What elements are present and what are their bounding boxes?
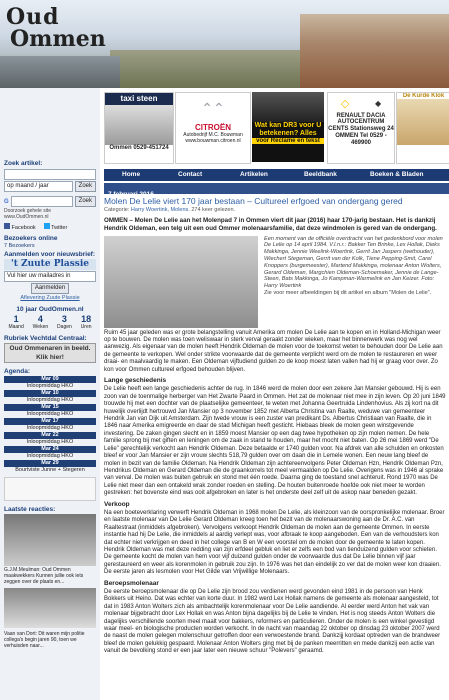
nav-home[interactable]: Home	[122, 171, 141, 178]
subheading: Verkoop	[104, 500, 130, 508]
counter-cell	[8, 314, 23, 330]
newsletter-title: Aanmelden voor nieuwsbrief:	[4, 251, 96, 258]
agenda-item[interactable]: Inloopmiddag HKO	[26, 411, 74, 417]
ad-kurde-photo	[397, 99, 449, 145]
article-photo[interactable]	[104, 236, 258, 328]
agenda-date: Mar 10	[4, 390, 96, 397]
agenda-item[interactable]: Inloopmiddag HKO	[26, 383, 74, 389]
facebook-label: Facebook	[11, 225, 36, 231]
ad-taxi-steen[interactable]	[104, 92, 174, 164]
nav-contact[interactable]: Contact	[178, 171, 203, 178]
agenda-item[interactable]: Bourtviste Junne + Stegeren	[15, 467, 85, 473]
agenda-item[interactable]: Inloopmiddag HKO	[26, 397, 74, 403]
agenda-date: Mar 29	[4, 460, 96, 467]
category-links[interactable]: Harry Woertink, Molens.	[130, 207, 190, 213]
nav-beeldbank[interactable]: Beeldbank	[304, 171, 337, 178]
counter-label: Dagen	[57, 324, 72, 330]
ad-title: De Kurde Klok	[402, 93, 445, 99]
counter-number: 3	[61, 314, 67, 324]
social-links	[0, 221, 100, 233]
search-button[interactable]: Zoek	[75, 181, 96, 192]
header-mill-photo	[300, 14, 449, 88]
reaction-photo[interactable]	[4, 588, 96, 628]
left-sidebar	[0, 88, 100, 700]
counter-number: 18	[81, 314, 92, 324]
counter-label: Weken	[32, 324, 49, 330]
nav-boeken[interactable]: Boeken & Bladen	[370, 171, 424, 178]
google-button[interactable]: Zoek	[75, 196, 96, 207]
view-count: 274 keer gelezen.	[191, 207, 236, 213]
agenda-item[interactable]: Inloopmiddag HKO	[26, 453, 74, 459]
logo-bottom: Ommen	[10, 26, 106, 52]
header-water	[0, 56, 120, 88]
ad-citroen[interactable]	[175, 92, 251, 164]
ad-sub: Ommen 0529-451724	[109, 145, 169, 151]
main-nav	[104, 169, 449, 181]
site-header	[0, 0, 449, 88]
paragraph: De eerste beroepsmolenaar die op De Lelie zijn brood zou verdienen werd gevonden eind 1981 in de persoon van Henk Bokkers uit Heino. Dat was echter van korte duur. In 1982 werd Lex Hollak namens de gemeente als molenaar aangesteld, tot dat in 1983 Anton Wolters zich als ambachtelijk korenmolenaar voor De Lelie aandiende. Al eerder werd Anton het vak van molenaar bijgebracht door Lex Hollak en was Anton bijna dagelijks bij de Lelie te vinden. Het is nog steeds Anton Wolters die dagelijks verschillende soorten meel maalt voor bakkers, reformers en particulieren. Onder de molen is een winkel gevestigd waar meel- en biologische producten worden verkocht. In de nacht van maandag 22 oktober op dinsdag 23 oktober 2007 werd de naast de molen gelegen molenschuur getroffen door een verwoestende brand. Dankzijj kordaat optreden van de brandweer bleef de molen gelukkig gespaard. Molenaar Anton Wolters ging met bij de panken meerritten en mede dankzij een actie van vanuit de bevolking stond er een jaar later een nieuwe schuur "Polevers" geraamd.	[104, 589, 441, 655]
paragraph: Ruim 45 jaar geleden was er grote belangstelling vanuit Amerika om molen De Lelie aan te kopen en in Holland-Michigan weer op te bouwen. De molen was toen weliswaar in sterk verval geraakt zonder wieken, maar het binnenwerk was nog wel aanwezig. Als eigenaar van de molen heeft Hendrik Oldeman de molen voor de toekomst weten te behouden door De Lelie aan de gemeente te verkopen. Wel onder strikte voorwaarde dat de gemeente verplicht werd om de molen te restaureren en weer draai- en maalvaardig te maken. Een Oldeman vijftudiend gulden zo de koop moest laten vallen had hij er graag voor over. Zo kon voor Ommen cultureel erfgoed behouden blijven.	[104, 329, 443, 373]
header-treeline	[110, 50, 310, 88]
ad-title: RENAULT DACIA	[336, 113, 386, 119]
agenda-date: Mar 09	[4, 376, 96, 383]
site-logo[interactable]	[6, 6, 106, 50]
article	[104, 196, 446, 658]
photo-more[interactable]: Zie voor meer afbeeldingen bij dit artikel en album "Molen de Lelie".	[264, 289, 432, 296]
nav-artikelen[interactable]: Artikelen	[240, 171, 268, 178]
twitter-label: Twitter	[51, 225, 68, 231]
agenda-item[interactable]: Inloopmiddag HKO	[26, 425, 74, 431]
ad-title: taxi steen	[105, 93, 173, 105]
reaction-photo[interactable]	[4, 514, 96, 566]
visitors-title: Bezoekers online	[4, 235, 58, 242]
twitter-link[interactable]	[44, 223, 68, 231]
agenda-item[interactable]: Inloopmiddag HKO	[26, 439, 74, 445]
agenda-date: Mar 22	[4, 432, 96, 439]
counter-number: 1	[13, 314, 19, 324]
ad-title: Wat kan DR3 voor U betekenen? Alles	[254, 122, 322, 137]
agenda-date: Mar 17	[4, 418, 96, 425]
counter-label: Uren	[80, 324, 92, 330]
ad-sub: AUTOCENTRUM CENTS Stationsweg 24 OMMEN Tel 0529 - 469900	[328, 119, 394, 146]
ad-sub: voor Reclame en tekst	[252, 138, 324, 144]
paragraph: Na een boeteverklaring verwerft Hendrik Oldeman in 1968 molen De Lelie, als kleinzoon van de oorspronkelijke molenaar. Broer en laatste molenaar van De Lelie Gerard Oldeman kreeg toen het bezit van de molenaarswoning aan de Dr. A.C. van Raaltestraat (inmiddels afgebroken). Vervolgens verkoopt Hendrik Oldeman de molen aan de gemeente Ommen. In eerste instantie had hij De Lelie, die inmiddels al aardig verlept was, voor afbraak te koop aangeboden. Een van de verhoudsters kon dat echter niet verkrijgen en deed in het college van B en W een voorstel om de molen door de gemeente te laten kopen. Hendrik Oldeman was met deze redding van zijn erfdeel gebluk en liet er zelfs een bod van tienduizend gulden voor schieten. De gemeente kocht de molen van hem voor vijf duizend gulden onder de voorwaarde dus dat De Lelie binnen vijf jaar gerestaureerd en weer als korenmolen in gebruik zou zijn. In 1976 was het dan eindelijk zo ver dat de molen weer kon draaien. De eerste jaren als lesmolen voor Het Gilde van Vrijwillige Molenaars.	[104, 509, 445, 576]
counter-cell	[57, 314, 72, 330]
newsletter-logo: 't Zuute Plassie	[4, 259, 96, 270]
ad-title: CITROËN	[195, 123, 231, 132]
subheading: Beroepsmolenaar	[104, 579, 159, 587]
agenda-list	[4, 376, 96, 474]
citroen-icon: ⌃⌃	[201, 99, 225, 116]
ad-dr3-photo	[252, 92, 324, 122]
ad-renault[interactable]	[327, 92, 395, 164]
twitter-icon	[44, 223, 50, 229]
ad-sub: Autobedrijf M.C. Bouwman www.bouwman.citroen.nl	[183, 132, 243, 144]
newsletter-link[interactable]: Aflevering Zuute Plassie	[20, 295, 80, 301]
search-input[interactable]	[4, 169, 96, 180]
newsletter-button-wrap	[0, 283, 100, 294]
article-title: Molen De Lelie viert 170 jaar bestaan – Cultureel erfgoed van ondergang gered	[104, 196, 403, 206]
counter-label: Maand	[8, 324, 24, 330]
sponsor-banners	[100, 88, 449, 170]
counter-cell	[33, 314, 48, 330]
facebook-icon	[4, 223, 10, 229]
reaction-text[interactable]: G.J.M.Meulman: Oud Ommen maakwekkers Kunnen jullie ook iets zeggen over de plaats en...	[4, 567, 84, 585]
paragraph: De Lelie heeft een lange geschiedenis achter de rug. In 1846 werd de molen door een zekere Jan Mansier gebouwd. Hij is een zoon van de toenmalige herberger van Het Zwarte Paard in Ommen. Het zat de molenaar niet mee in zijn leven. Op 20 juni 1849 trouwde hij met een dochter van de plaatselijke gemeenteer, te weten met Johanna Geertruida Lindenhovius. Als zij kort na dit huwelijk overlijdt hertrouwd Jan Mansier op 3 november 1852 met Alberta Christina van Raalte, weduwe van gemeenteer Hendrik Jan van Dijk uit Amsterdam. Zijn twede vrouw is een zuster van predikant Ds. Albertus Christiaan van Raalte, die in 1846 naar Amerika emigreerde en daar de stad Michigan heeft gesticht. Hiebaas bleek de molen geen winstgevende investering. De zaken gingen slecht en in 1859 moest Mansier op een dag twee hypotheken op zijn molen nemen. De hele familie sprong bij met giften en leningen om de zaak in stand te houden, maar het mocht niet baten. Op 26 mei 1869 werd "De Lelie" gerechtelijk verkocht aan Hendrik Oldeman. Deze betaalde er 1740 gulden voor. Na afdrek van alle schulden en onkosten bleef er voor Jan Mansier er zijn vrouw slechts 518,79 gulden over om daan die in Lemele wonen. Een neuw lang bleef de molen in bezit van de familie Oldeman. Na Hendrik Oldeman zijn achtereenvolgens Peter Oldeman Hzn, Hendrik Oldeman Pzn, Hendrikus Oldeman en Gerard Oldeman die de graankorrels tot meel vermaalden op De Lelie. Overigens was in 1946 al sprake van verval. De molen was buiten gebruik en stond met één roede. Daarna ging de toestand snel achteruit. Rond 1970 was De Lelie niet meer dan een ontakeld wrak zonder roeden en stelling. De houten buitenroede hoefde ook niet meer te worden gestreken: het bovenste eind was ooit afgebroken en later is het onderste deel zelf uit de askop naar beneden gezakt.	[104, 386, 446, 497]
visitors-count: 7 Bezoekers	[4, 243, 35, 249]
reaction-text[interactable]: Vaan van Dort: Dit waren mijn politie collega's begin jaren 90, toen we verhuisden naar...	[4, 631, 85, 649]
yearly-title: 10 jaar OudOmmen.nl	[16, 306, 84, 313]
rubriek-banner[interactable]: Oud Ommenaren in beeld. Klik hier!	[4, 343, 96, 363]
google-label: Doorzoek gehele site www.OudOmmen.nl	[4, 208, 51, 220]
counter-number: 4	[37, 314, 43, 324]
agenda-calendar-image	[4, 477, 96, 501]
counter-cell	[81, 314, 92, 330]
sidebar-spacer	[0, 88, 100, 158]
agenda-date: Mar 15	[4, 404, 96, 411]
newsletter-input[interactable]: Vul hier uw mailadres in	[4, 271, 96, 282]
date-text: 7 februari 2016	[108, 191, 154, 198]
category-label: Categorie:	[104, 207, 130, 213]
newsletter-button[interactable]: Aanmelden	[31, 283, 69, 294]
logo-top: Oud	[6, 4, 60, 30]
photo-block	[104, 236, 446, 297]
ad-dr3[interactable]	[252, 92, 324, 162]
google-input[interactable]	[11, 196, 73, 207]
subheading: Lange geschiedenis	[104, 377, 167, 385]
ad-kurde-klok[interactable]	[396, 92, 449, 164]
reactions-title: Laatste reacties:	[4, 506, 56, 513]
article-meta	[104, 207, 446, 214]
search-row	[4, 181, 96, 192]
facebook-link[interactable]	[4, 223, 36, 231]
search-select[interactable]: op maand / jaar	[4, 181, 73, 192]
search-label: Zoek artikel:	[4, 160, 43, 167]
article-lead: OMMEN – Molen De Lelie aan het Molenpad 7 in Ommen viert dit jaar (2016) haar 170-jarig bestaan. Het is dankzij Hendrik Oldeman, een telg uit een oud Ommer molenaarsfamilie, dat deze windmolen is gered van de ondergang.	[104, 217, 437, 232]
date-bar	[104, 183, 449, 198]
yearly-counter	[0, 314, 100, 333]
renault-icon: ◇ ◆	[328, 93, 394, 113]
google-search	[4, 196, 96, 207]
ad-taxi-photo	[105, 105, 173, 145]
agenda-title: Agenda:	[4, 368, 30, 375]
agenda-date: Mar 24	[4, 446, 96, 453]
photo-caption: Een moment van de officiële overdracht van het gedenkbord voor molen De Lelie op 14 april 1984. V.l.n.r.: Bakker Ten Brinke, Lex Hollak, Dieks Makkinga, Jennie Weelink-Woertink, Gerrit Jan Jaspers (wethouder), Wiechert Stegeman, Gerrit van der Kolk, Tiene Pepping-Smit, Carel Knoppers (burgemeester), Martend Makkinga, molenaar Anton Wolters, Gerard Oldeman, Margchien Oldeman-Schoemaker, Jennie de Lange-Steen, Bats Makkinga, Jo Kampman-Warmelink en Jan Keizer. Foto: Harry Woertink	[264, 235, 443, 290]
rubriek-title: Rubriek Vechtdal Centraal:	[4, 335, 87, 342]
google-logo: G	[4, 198, 9, 205]
